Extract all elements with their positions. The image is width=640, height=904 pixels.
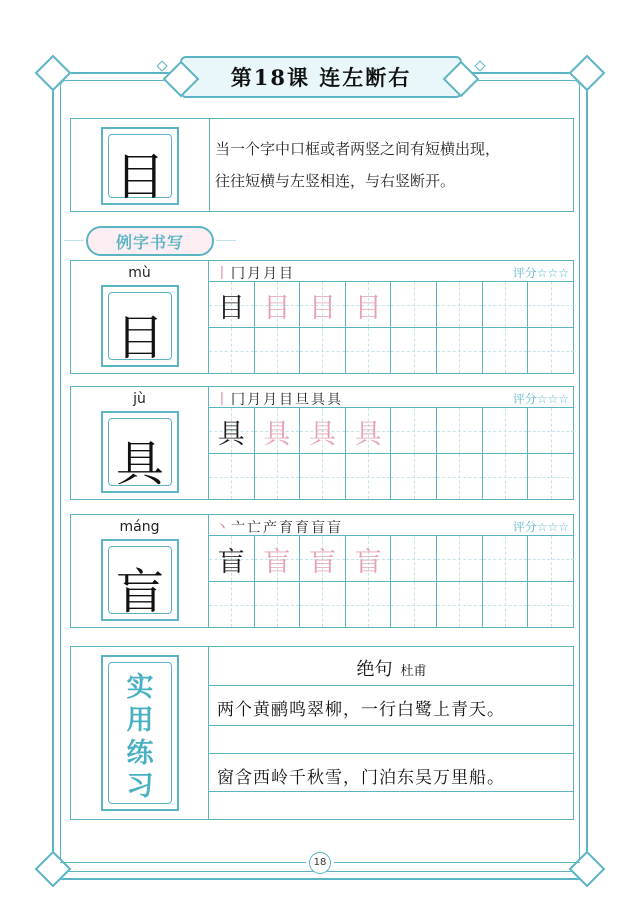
stroke-order: 丨冂月月目旦具具	[215, 392, 343, 408]
poem-author: 杜甫	[400, 664, 427, 679]
poem-line-2: 窗含西岭千秋雪，门泊东吴万里船。	[217, 768, 505, 788]
grid-cell[interactable]: 具	[209, 407, 255, 453]
poem-line-1: 两个黄鹂鸣翠柳，一行白鹭上青天。	[217, 700, 505, 720]
grid-cell[interactable]	[528, 327, 574, 373]
example-char-box	[101, 127, 179, 205]
large-char: 具	[115, 436, 164, 492]
grid-cell[interactable]	[528, 581, 574, 627]
grid-cell[interactable]	[391, 535, 437, 581]
grid-cell[interactable]	[528, 407, 574, 453]
example-char: 目	[115, 148, 165, 206]
writing-grid	[209, 535, 574, 627]
stroke-order: 丶亠亡产育育盲盲	[215, 520, 343, 536]
grid-cell[interactable]	[391, 281, 437, 327]
grid-cell[interactable]: 具	[300, 407, 346, 453]
grid-cell[interactable]: 具	[346, 407, 392, 453]
grid-cell[interactable]	[391, 581, 437, 627]
practical-exercise-block	[70, 646, 574, 820]
grid-cell[interactable]	[346, 327, 392, 373]
poem-title: 绝句 杜甫	[356, 659, 427, 680]
grid-cell[interactable]: 盲	[209, 535, 255, 581]
tag-line	[64, 240, 84, 241]
pinyin: mù	[128, 265, 151, 281]
pinyin: máng	[119, 519, 160, 535]
large-char: 目	[115, 310, 164, 366]
char-box	[101, 411, 179, 493]
writing-grid	[209, 281, 574, 373]
grid-cell[interactable]	[391, 327, 437, 373]
score-stars: 评分☆☆☆	[512, 392, 569, 406]
char-practice-block-2	[70, 386, 574, 500]
stroke-order: 丨冂月月目	[215, 266, 295, 282]
rule-text-line-1: 当一个字中口框或者两竖之间有短横出现，	[215, 140, 501, 158]
grid-cell[interactable]	[255, 327, 301, 373]
rule-text	[215, 133, 571, 197]
grid-cell[interactable]: 盲	[346, 535, 392, 581]
rule-intro-box	[70, 118, 574, 212]
footer-line	[334, 862, 580, 863]
grid-cell[interactable]	[209, 581, 255, 627]
practice-label: 实 用 练 习	[126, 672, 154, 802]
score-stars: 评分☆☆☆	[512, 266, 569, 280]
grid-cell[interactable]: 盲	[255, 535, 301, 581]
grid-cell[interactable]	[483, 535, 529, 581]
grid-cell[interactable]: 具	[255, 407, 301, 453]
practice-label-box	[101, 655, 179, 811]
char-box	[101, 285, 179, 367]
grid-cell[interactable]: 目	[255, 281, 301, 327]
grid-cell[interactable]	[346, 453, 392, 499]
grid-cell[interactable]	[300, 453, 346, 499]
footer-line	[60, 862, 306, 863]
section-tag-label: 例字书写	[115, 232, 184, 252]
grid-cell[interactable]	[255, 453, 301, 499]
grid-cell[interactable]	[300, 327, 346, 373]
grid-cell[interactable]: 目	[300, 281, 346, 327]
grid-cell[interactable]	[437, 407, 483, 453]
lesson-title: 第18课 连左断右	[230, 65, 412, 90]
grid-cell[interactable]	[483, 281, 529, 327]
grid-cell[interactable]	[437, 281, 483, 327]
pinyin: jù	[133, 391, 146, 407]
char-practice-block-1	[70, 260, 574, 374]
grid-cell[interactable]: 盲	[300, 535, 346, 581]
grid-cell[interactable]	[483, 407, 529, 453]
grid-cell[interactable]	[209, 453, 255, 499]
title-ornament	[156, 60, 167, 71]
grid-cell[interactable]: 目	[209, 281, 255, 327]
rule-text-line-2: 往往短横与左竖相连，与右竖断开。	[215, 172, 456, 190]
grid-cell[interactable]	[528, 281, 574, 327]
score-stars: 评分☆☆☆	[512, 520, 569, 534]
section-tag	[86, 226, 214, 256]
grid-cell[interactable]	[391, 453, 437, 499]
grid-cell[interactable]	[300, 581, 346, 627]
grid-cell[interactable]	[255, 581, 301, 627]
grid-cell[interactable]	[483, 581, 529, 627]
grid-cell[interactable]	[483, 453, 529, 499]
writing-grid	[209, 407, 574, 499]
grid-cell[interactable]	[209, 327, 255, 373]
grid-cell[interactable]	[483, 327, 529, 373]
char-practice-block-3	[70, 514, 574, 628]
char-box	[101, 539, 179, 621]
grid-cell[interactable]: 目	[346, 281, 392, 327]
large-char: 盲	[115, 564, 164, 620]
tag-line	[216, 240, 236, 241]
grid-cell[interactable]	[528, 535, 574, 581]
grid-cell[interactable]	[437, 453, 483, 499]
lesson-title-bar	[180, 56, 462, 98]
page-number: 18	[309, 852, 331, 874]
grid-cell[interactable]	[437, 327, 483, 373]
grid-cell[interactable]	[437, 535, 483, 581]
grid-cell[interactable]	[437, 581, 483, 627]
grid-cell[interactable]	[391, 407, 437, 453]
grid-cell[interactable]	[346, 581, 392, 627]
title-ornament	[474, 60, 485, 71]
grid-cell[interactable]	[528, 453, 574, 499]
